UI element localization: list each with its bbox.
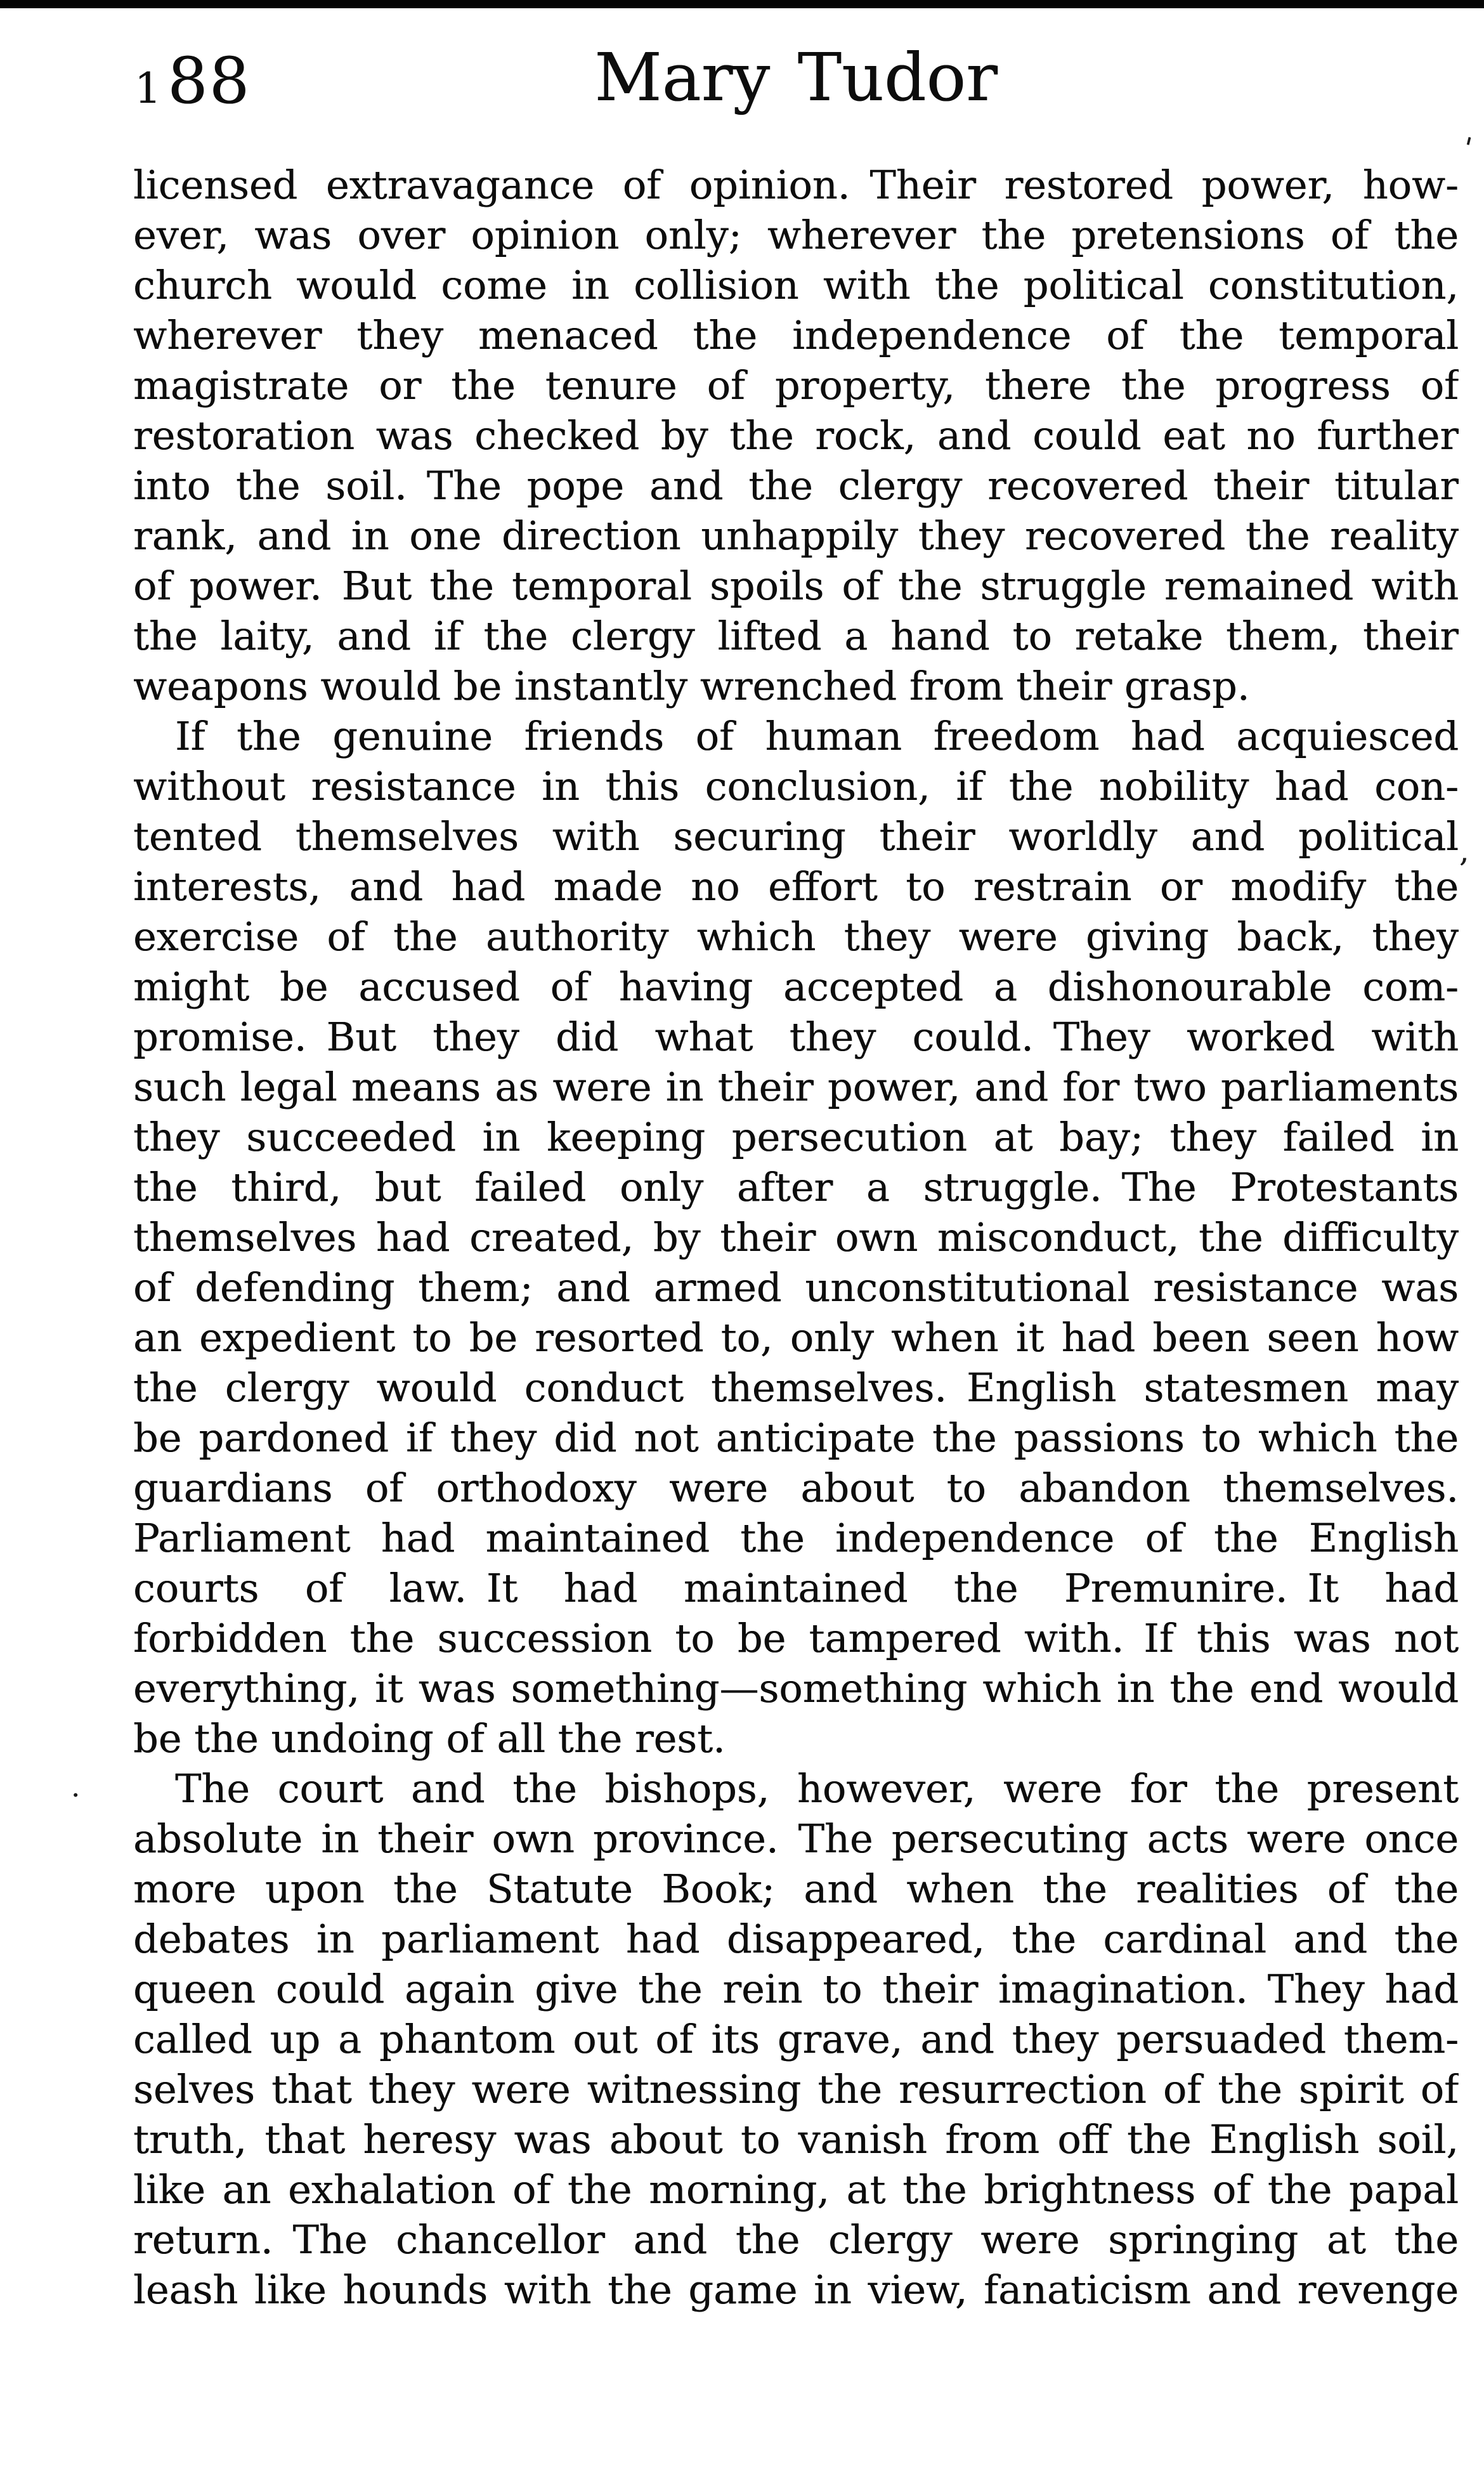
text-line: everything, it was something—something which in the end would: [133, 1665, 1459, 1712]
text-line: the third, but failed only after a struggle. The Protestants: [133, 1164, 1459, 1210]
text-line: Parliament had maintained the independence of the English: [133, 1515, 1459, 1561]
text-line: they succeeded in keeping persecution at bay; they failed in: [133, 1114, 1459, 1160]
text-line: the laity, and if the clergy lifted a hand to retake them, their: [133, 613, 1459, 659]
paragraph: [133, 1764, 1459, 2315]
text-line: like an exhalation of the morning, at the brightness of the papal: [133, 2166, 1459, 2213]
text-line: might be accused of having accepted a dishonourable com-: [133, 964, 1459, 1010]
text-line: rank, and in one direction unhappily they recovered the reality: [133, 513, 1459, 559]
text-line: guardians of orthodoxy were about to abandon themselves.: [133, 1465, 1459, 1511]
paragraph: [133, 711, 1459, 1764]
text-line: restoration was checked by the rock, and could eat no further: [133, 412, 1459, 459]
text-line: called up a phantom out of its grave, and they persuaded them-: [133, 2016, 1459, 2062]
scan-edge-top: [0, 0, 1484, 8]
text-line: leash like hounds with the game in view, fanaticism and revenge: [133, 2267, 1459, 2313]
text-line: themselves had created, by their own misconduct, the difficulty: [133, 1214, 1459, 1260]
paragraph: [133, 160, 1459, 711]
text-line: of defending them; and armed unconstitutional resistance was: [133, 1264, 1459, 1311]
text-line: weapons would be instantly wrenched from their grasp.: [133, 663, 1250, 709]
text-line: selves that they were witnessing the resurrection of the spirit of: [133, 2066, 1459, 2112]
text-line: wherever they menaced the independence of the temporal: [133, 312, 1459, 358]
text-line: courts of law. It had maintained the Premunire. It had: [133, 1565, 1459, 1611]
text-line: more upon the Statute Book; and when the realities of the: [133, 1866, 1459, 1912]
scan-artifact-comma: ,: [1459, 834, 1469, 869]
text-line: tented themselves with securing their worldly and political: [133, 813, 1459, 860]
text-line: be pardoned if they did not anticipate the passions to which the: [133, 1415, 1459, 1461]
scan-artifact-dot: .: [71, 1771, 80, 1803]
page-header: [133, 39, 1459, 132]
text-line: such legal means as were in their power, and for two parliaments: [133, 1064, 1459, 1110]
text-line: the clergy would conduct themselves. English statesmen may: [133, 1365, 1459, 1411]
text-line: magistrate or the tenure of property, there the progress of: [133, 362, 1459, 409]
page-body-text: [133, 160, 1459, 2315]
text-line: The court and the bishops, however, were for the present: [175, 1765, 1459, 1812]
text-line: into the soil. The pope and the clergy recovered their titular: [133, 462, 1459, 509]
text-line: debates in parliament had disappeared, the cardinal and the: [133, 1916, 1459, 1962]
text-line: church would come in collision with the political constitution,: [133, 262, 1459, 308]
text-line: forbidden the succession to be tampered with. If this was not: [133, 1615, 1459, 1661]
scan-artifact-tick: ': [1459, 131, 1475, 165]
text-line: queen could again give the rein to their imagination. They had: [133, 1966, 1459, 2012]
text-line: without resistance in this conclusion, if the nobility had con-: [133, 763, 1459, 809]
page-number: 188: [134, 44, 251, 118]
text-line: interests, and had made no effort to restrain or modify the: [133, 863, 1459, 910]
text-line: truth, that heresy was about to vanish from off the English soil,: [133, 2116, 1459, 2163]
text-line: exercise of the authority which they were giving back, they: [133, 913, 1459, 960]
text-line: be the undoing of all the rest.: [133, 1715, 726, 1762]
text-line: an expedient to be resorted to, only when it had been seen how: [133, 1314, 1459, 1361]
text-line: promise. But they did what they could. They worked with: [133, 1014, 1459, 1060]
text-line: If the genuine friends of human freedom had acquiesced: [175, 713, 1459, 759]
text-line: absolute in their own province. The persecuting acts were once: [133, 1816, 1459, 1862]
text-line: licensed extravagance of opinion. Their restored power, how-: [133, 162, 1459, 208]
text-line: ever, was over opinion only; wherever the pretensions of the: [133, 212, 1459, 258]
page-title: Mary Tudor: [594, 39, 998, 116]
text-line: of power. But the temporal spoils of the struggle remained with: [133, 563, 1459, 609]
text-line: return. The chancellor and the clergy were springing at the: [133, 2216, 1459, 2263]
